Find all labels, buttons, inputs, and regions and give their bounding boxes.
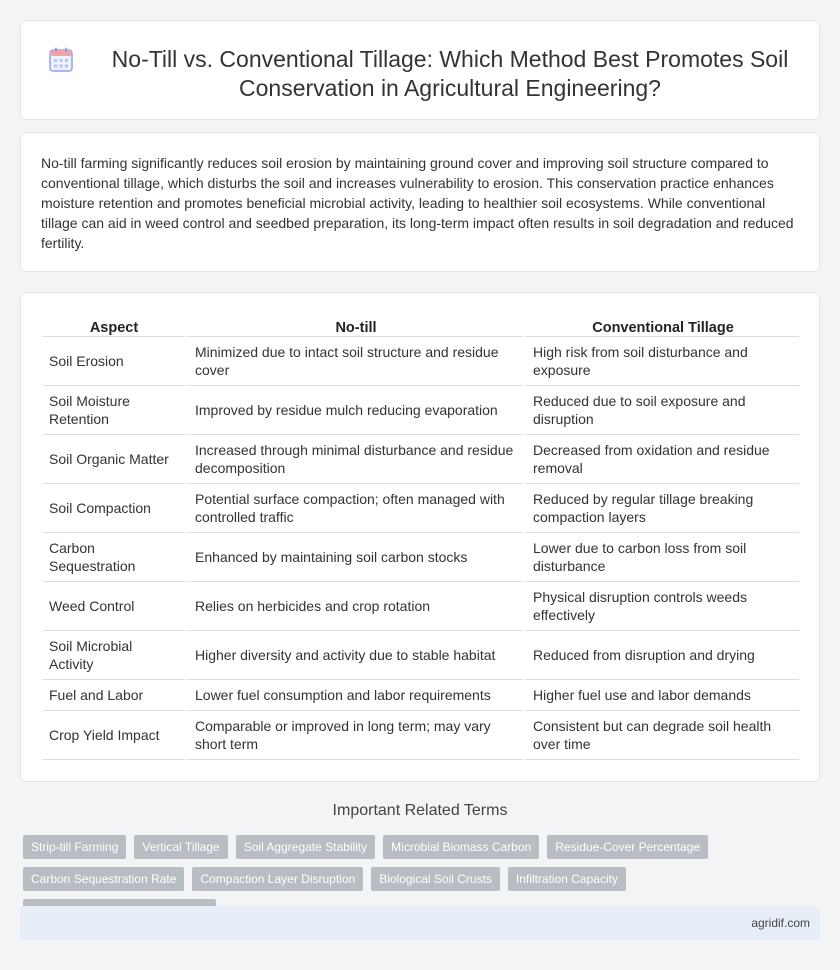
footer: [20, 906, 820, 940]
table-header-row: [43, 315, 799, 337]
comparison-table: [43, 315, 799, 760]
table-cell-conventional: Lower due to carbon loss from soil disturbance: [523, 533, 799, 582]
column-header-no-till: No-till: [185, 315, 523, 337]
table-cell-no-till: Potential surface compaction; often managed with controlled traffic: [185, 484, 523, 533]
related-term-tag[interactable]: Microbial Biomass Carbon: [383, 835, 539, 859]
related-term-tag[interactable]: Carbon Sequestration Rate: [23, 867, 184, 891]
table-cell-aspect: Weed Control: [43, 582, 185, 631]
summary-text: No-till farming significantly reduces soil erosion by maintaining ground cover and improving soil structure compared to conventional tillage, which disturbs the soil and increases vulnerability to erosion. This conservation practice enhances moisture retention and promotes beneficial microbial activity, leading to healthier soil ecosystems. While conventional tillage can aid in weed control and seedbed preparation, its long-term impact often results in soil degradation and reduced fertility.: [41, 155, 794, 251]
table-cell-no-till: Relies on herbicides and crop rotation: [185, 582, 523, 631]
table-cell-no-till: Comparable or improved in long term; may vary short term: [185, 711, 523, 760]
column-header-aspect: Aspect: [43, 315, 185, 337]
table-row: [43, 631, 799, 680]
table-cell-conventional: Consistent but can degrade soil health over time: [523, 711, 799, 760]
related-term-tag[interactable]: Soil Aggregate Stability: [236, 835, 375, 859]
table-cell-conventional: Reduced from disruption and drying: [523, 631, 799, 680]
related-term-tag[interactable]: Compaction Layer Disruption: [192, 867, 363, 891]
table-cell-conventional: High risk from soil disturbance and exposure: [523, 337, 799, 386]
summary-card: [20, 132, 820, 272]
table-row: [43, 711, 799, 760]
table-row: [43, 386, 799, 435]
table-cell-aspect: Soil Organic Matter: [43, 435, 185, 484]
table-row: [43, 582, 799, 631]
related-term-tag[interactable]: Strip-till Farming: [23, 835, 126, 859]
calendar-icon: [49, 47, 73, 73]
related-terms-heading: Important Related Terms: [332, 802, 508, 819]
footer-site-link[interactable]: agridif.com: [751, 916, 810, 930]
table-cell-conventional: Reduced by regular tillage breaking compaction layers: [523, 484, 799, 533]
table-row: [43, 680, 799, 711]
table-cell-aspect: Crop Yield Impact: [43, 711, 185, 760]
table-cell-conventional: Higher fuel use and labor demands: [523, 680, 799, 711]
table-cell-no-till: Higher diversity and activity due to stable habitat: [185, 631, 523, 680]
comparison-table-card: [20, 292, 820, 782]
table-cell-conventional: Reduced due to soil exposure and disruption: [523, 386, 799, 435]
table-cell-aspect: Soil Erosion: [43, 337, 185, 386]
table-cell-aspect: Soil Compaction: [43, 484, 185, 533]
table-cell-no-till: Lower fuel consumption and labor requirements: [185, 680, 523, 711]
related-term-tag[interactable]: Residue-Cover Percentage: [547, 835, 708, 859]
table-row: [43, 533, 799, 582]
related-term-tag[interactable]: Infiltration Capacity: [508, 867, 626, 891]
table-cell-aspect: Soil Microbial Activity: [43, 631, 185, 680]
table-cell-aspect: Fuel and Labor: [43, 680, 185, 711]
table-row: [43, 484, 799, 533]
table-cell-no-till: Minimized due to intact soil structure and residue cover: [185, 337, 523, 386]
page-title: No-Till vs. Conventional Tillage: Which Method Best Promotes Soil Conservation in Agricultural Engineering?: [111, 46, 789, 101]
title-card: [20, 20, 820, 120]
table-cell-aspect: Soil Moisture Retention: [43, 386, 185, 435]
related-term-tag[interactable]: Biological Soil Crusts: [371, 867, 500, 891]
table-cell-no-till: Enhanced by maintaining soil carbon stocks: [185, 533, 523, 582]
table-row: [43, 337, 799, 386]
related-term-tag[interactable]: Vertical Tillage: [134, 835, 227, 859]
table-cell-no-till: Improved by residue mulch reducing evaporation: [185, 386, 523, 435]
table-cell-aspect: Carbon Sequestration: [43, 533, 185, 582]
table-row: [43, 435, 799, 484]
column-header-conventional: Conventional Tillage: [523, 315, 799, 337]
table-cell-conventional: Decreased from oxidation and residue removal: [523, 435, 799, 484]
table-cell-conventional: Physical disruption controls weeds effectively: [523, 582, 799, 631]
table-cell-no-till: Increased through minimal disturbance and residue decomposition: [185, 435, 523, 484]
